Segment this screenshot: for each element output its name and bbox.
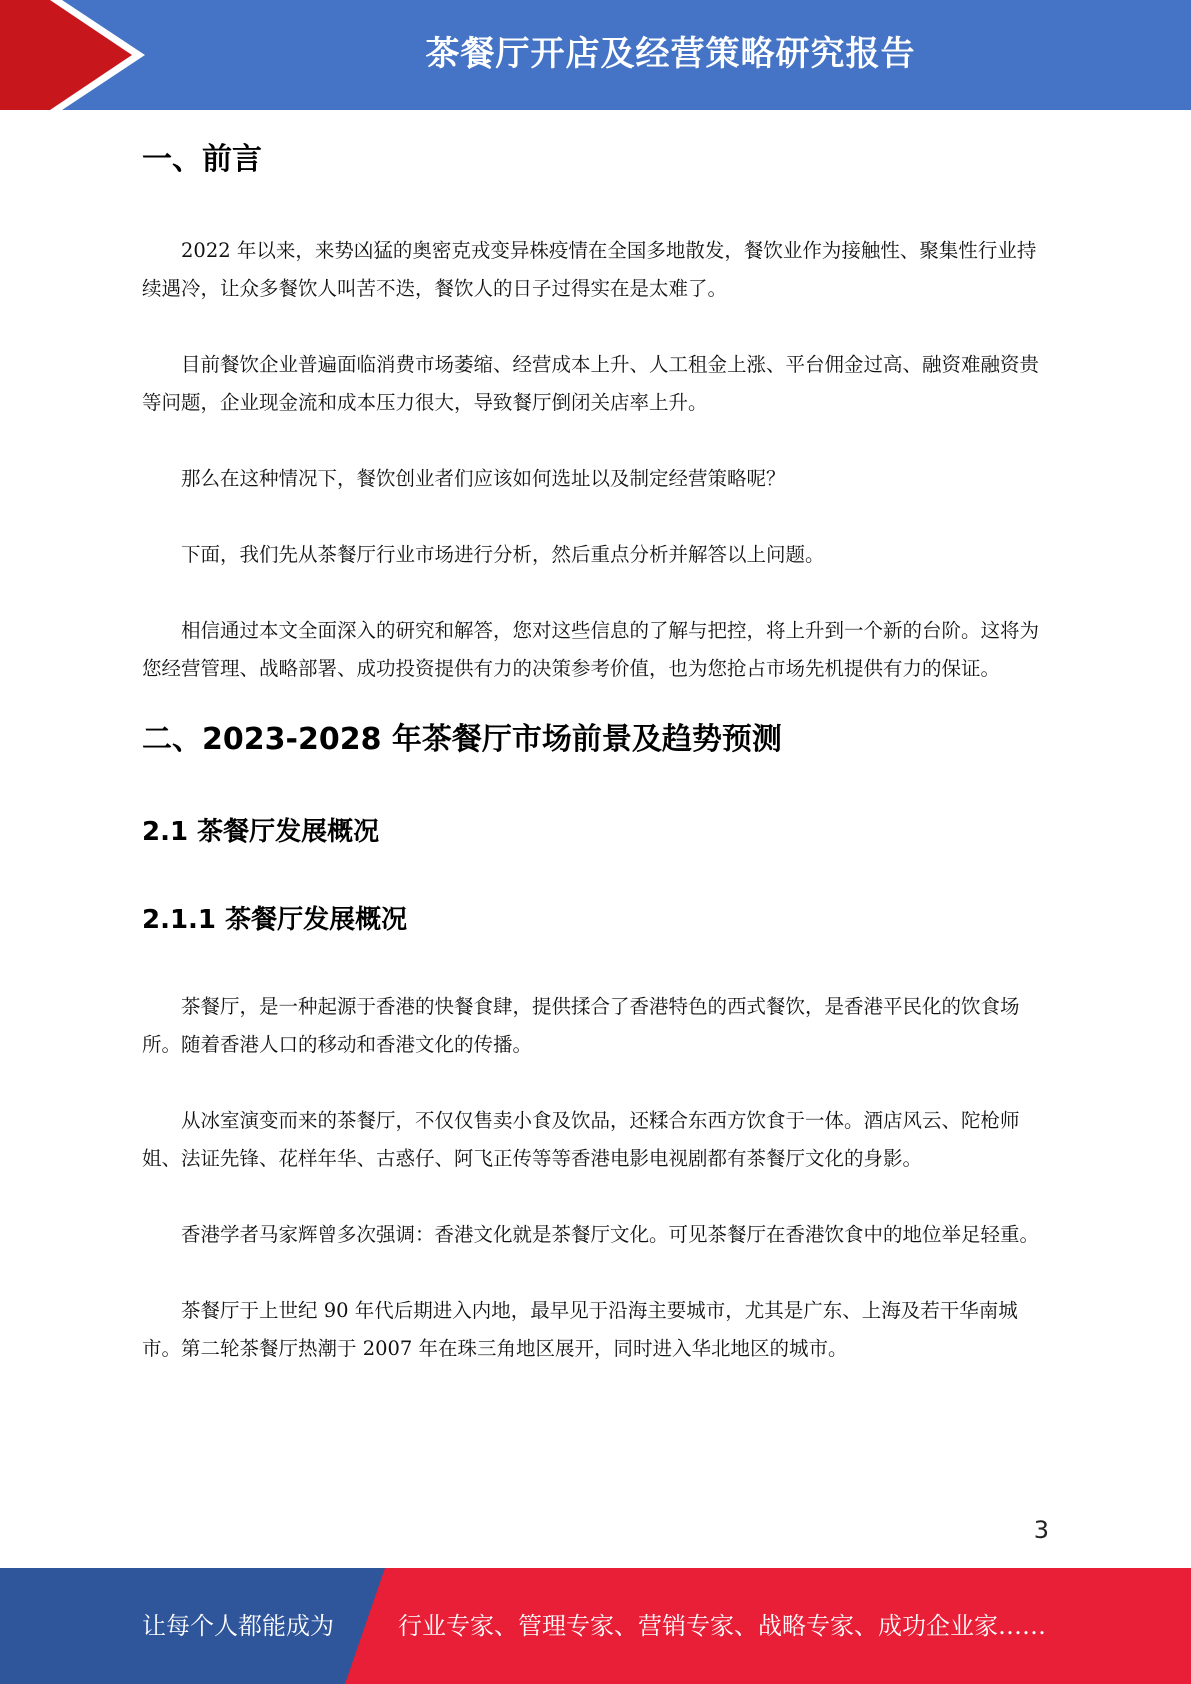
page-number: 3 <box>1033 1516 1049 1544</box>
paragraph: 那么在这种情况下，餐饮创业者们应该如何选址以及制定经营策略呢？ <box>181 467 786 490</box>
paragraph: 2022 年以来，来势凶猛的奥密克戎变异株疫情在全国多地散发，餐饮业作为接触性、聚集性行业持续遇冷，让众多餐饮人叫苦不迭，餐饮人的日子过得实在是太难了。 <box>142 239 1037 300</box>
section-heading-preface: 一、前言 <box>142 142 262 177</box>
paragraph: 茶餐厅，是一种起源于香港的快餐食肆，提供揉合了香港特色的西式餐饮，是香港平民化的饮食场所。随着香港人口的移动和香港文化的传播。 <box>142 995 1020 1056</box>
paragraph: 茶餐厅于上世纪 90 年代后期进入内地，最早见于沿海主要城市，尤其是广东、上海及若干华南城市。第二轮茶餐厅热潮于 2007 年在珠三角地区展开，同时进入华北地区的城市。 <box>142 1299 1018 1360</box>
paragraph: 香港学者马家辉曾多次强调：香港文化就是茶餐厅文化。可见茶餐厅在香港饮食中的地位举足轻重。 <box>181 1223 1040 1246</box>
header-arrow-decoration <box>0 0 160 110</box>
paragraph: 从冰室演变而来的茶餐厅，不仅仅售卖小食及饮品，还糅合东西方饮食于一体。酒店风云、陀枪师姐、法证先锋、花样年华、古惑仔、阿飞正传等等香港电影电视剧都有茶餐厅文化的身影。 <box>142 1109 1020 1170</box>
paragraph: 相信通过本文全面深入的研究和解答，您对这些信息的了解与把控，将上升到一个新的台阶。这将为您经营管理、战略部署、成功投资提供有力的决策参考价值，也为您抢占市场先机提供有力的保证。 <box>142 619 1040 680</box>
section-heading-market-outlook: 二、2023-2028 年茶餐厅市场前景及趋势预测 <box>142 722 782 757</box>
document-title: 茶餐厅开店及经营策略研究报告 <box>425 34 916 74</box>
paragraph: 目前餐饮企业普遍面临消费市场萎缩、经营成本上升、人工租金上涨、平台佣金过高、融资难融资贵等问题，企业现金流和成本压力很大，导致餐厅倒闭关店率上升。 <box>142 353 1040 414</box>
paragraph: 下面，我们先从茶餐厅行业市场进行分析，然后重点分析并解答以上问题。 <box>181 543 825 566</box>
footer-slogan-left: 让每个人都能成为 <box>142 1612 334 1640</box>
subsection-heading: 2.1 茶餐厅发展概况 <box>142 817 380 847</box>
subsubsection-heading: 2.1.1 茶餐厅发展概况 <box>142 905 408 935</box>
document-body <box>142 138 1047 1368</box>
footer-banner <box>0 1568 1191 1684</box>
footer-slogan-right: 行业专家、管理专家、营销专家、战略专家、成功企业家…… <box>398 1612 1046 1640</box>
header-banner <box>0 0 1191 110</box>
